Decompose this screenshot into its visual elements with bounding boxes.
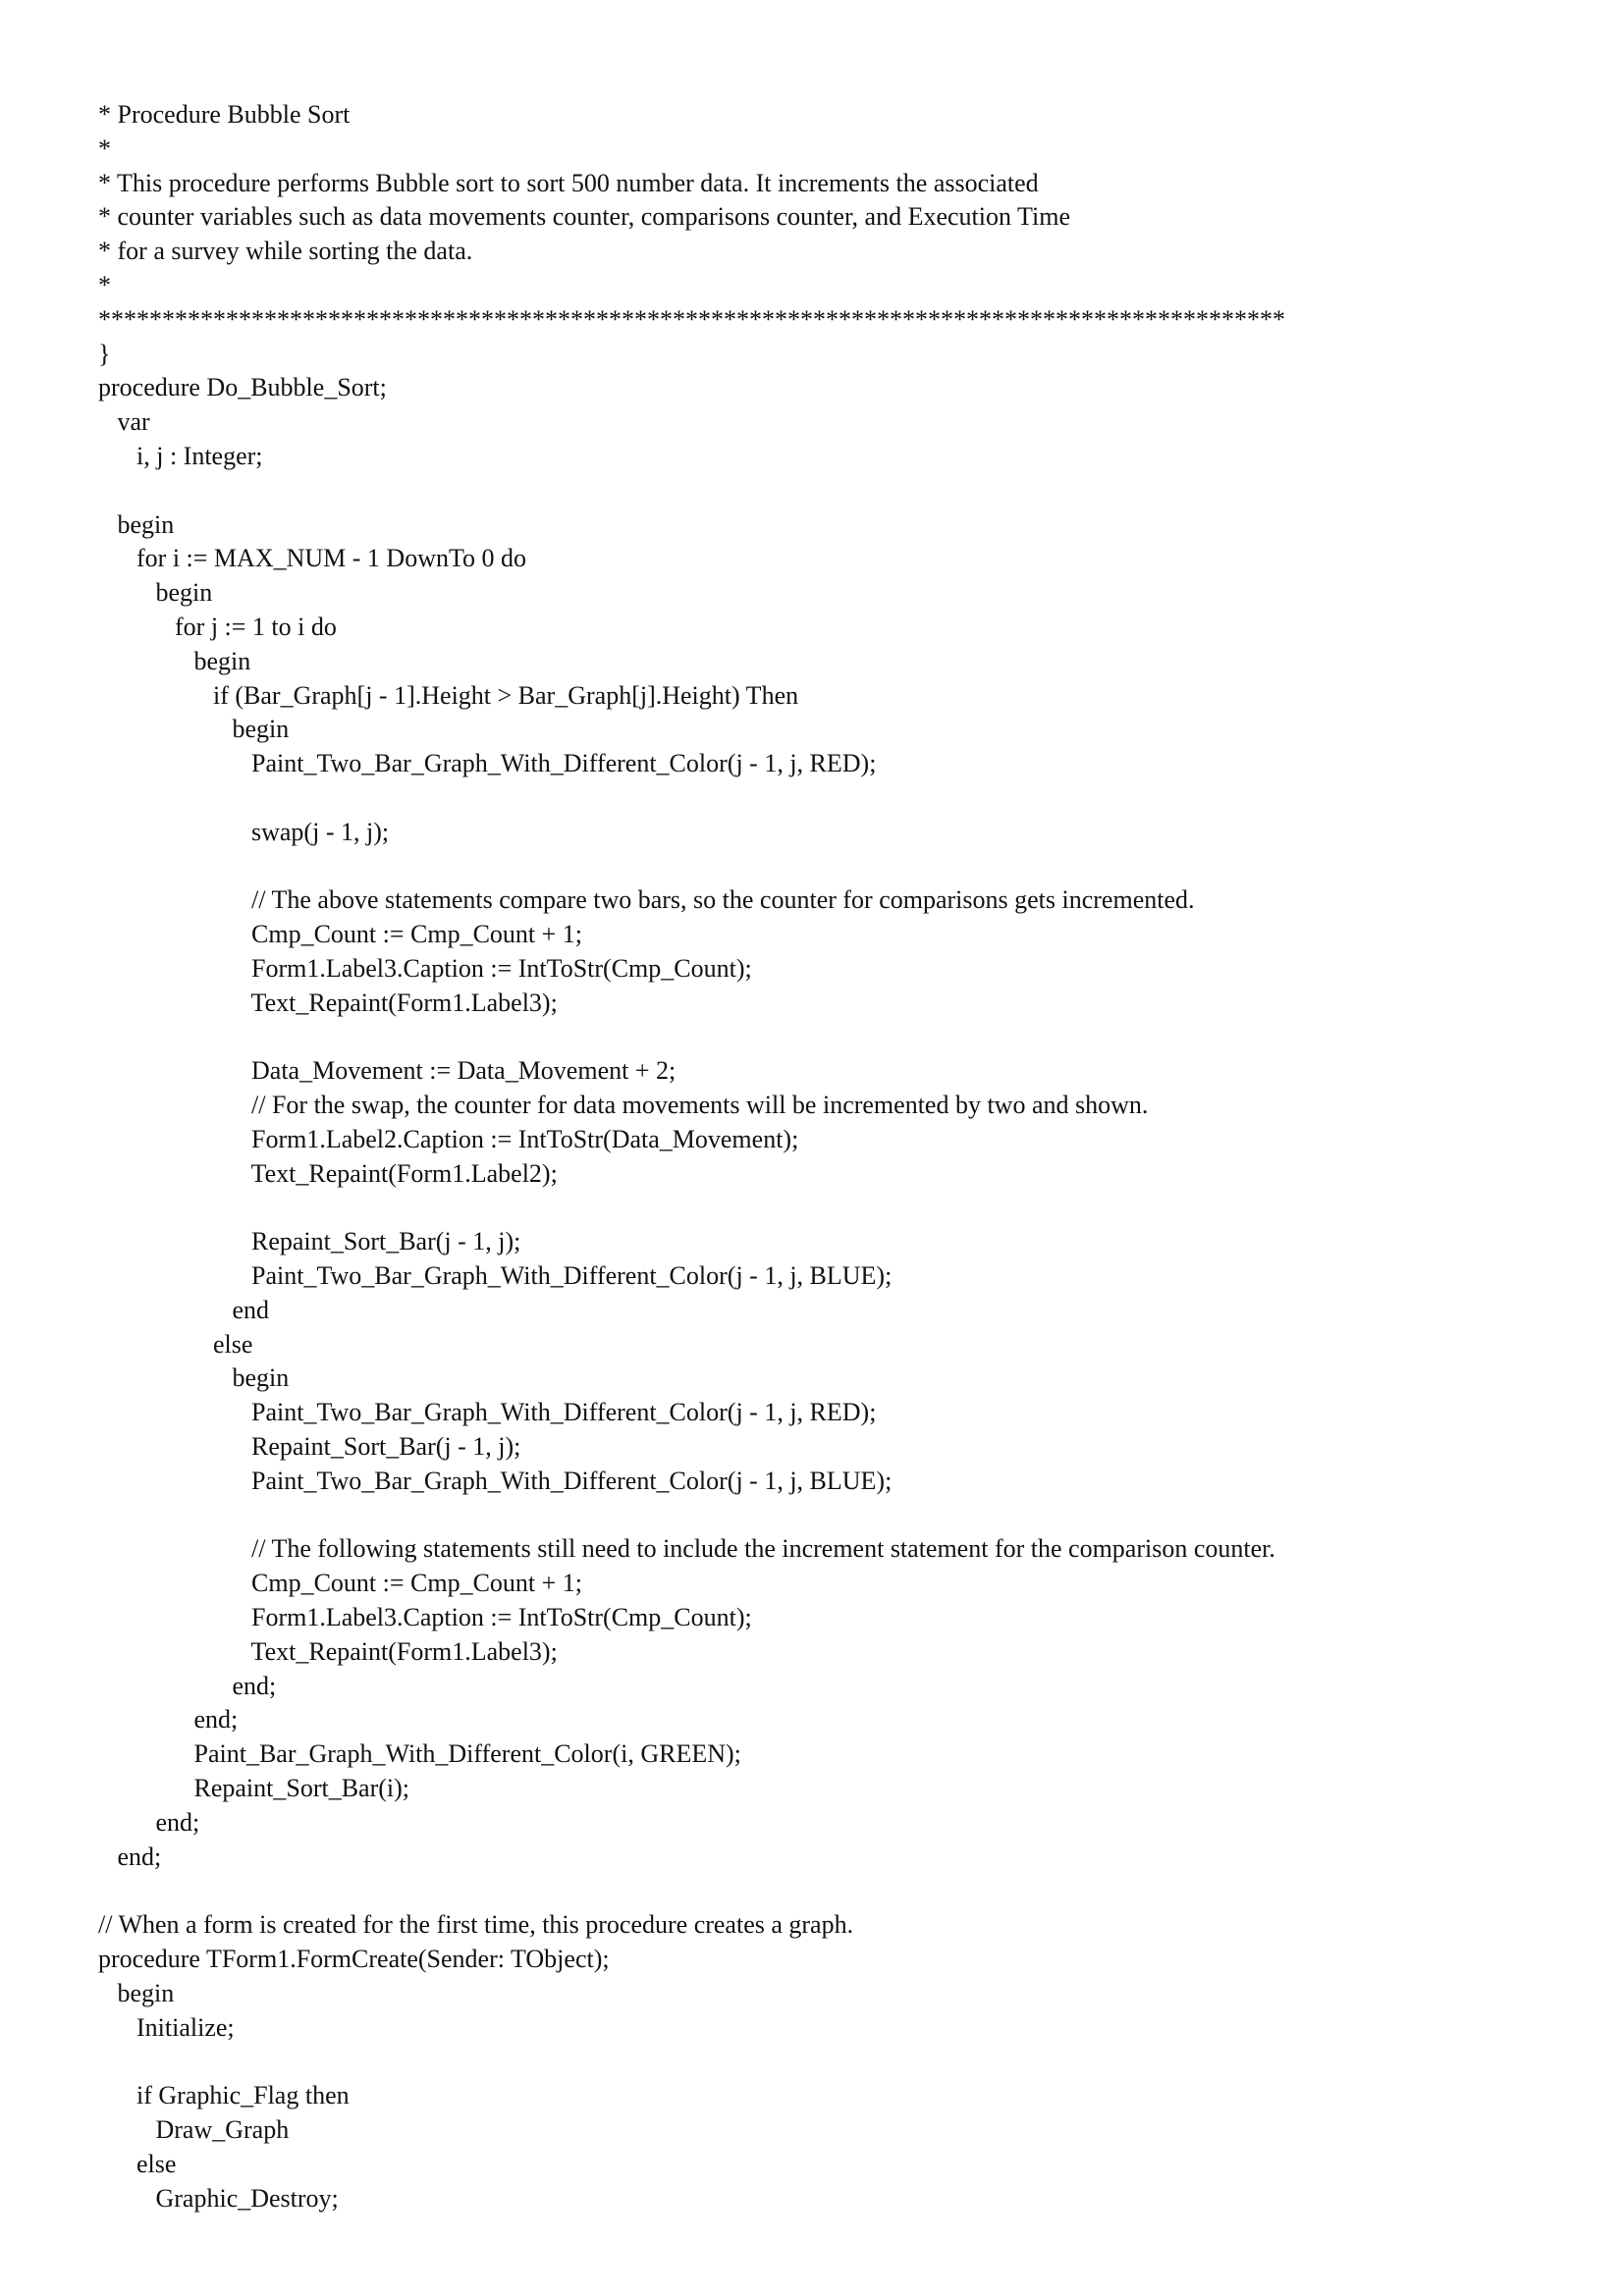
code-line: * <box>98 270 111 299</box>
code-line <box>98 1499 1591 1533</box>
code-line <box>98 474 1591 508</box>
code-line: Repaint_Sort_Bar(j - 1, j); <box>98 1227 521 1256</box>
code-line: Paint_Two_Bar_Graph_With_Different_Color(j - 1, j, RED); <box>98 1398 877 1427</box>
code-line: Text_Repaint(Form1.Label3); <box>98 1636 558 1666</box>
code-line: begin <box>98 715 290 744</box>
code-line: begin <box>98 646 251 675</box>
code-line: begin <box>98 1363 290 1393</box>
code-line: end <box>98 1295 270 1324</box>
code-line: if (Bar_Graph[j - 1].Height > Bar_Graph[j].Height) Then <box>98 680 799 710</box>
code-line: Paint_Two_Bar_Graph_With_Different_Color(j - 1, j, BLUE); <box>98 1261 893 1291</box>
code-line: if Graphic_Flag then <box>98 2081 350 2110</box>
code-listing <box>98 98 1591 2216</box>
code-line: * Procedure Bubble Sort <box>98 100 351 129</box>
code-line: i, j : Integer; <box>98 441 263 470</box>
code-line: // When a form is created for the first time, this procedure creates a graph. <box>98 1910 854 1940</box>
code-line: procedure TForm1.FormCreate(Sender: TObject); <box>98 1945 610 1974</box>
code-line: Form1.Label3.Caption := IntToStr(Cmp_Count); <box>98 953 752 983</box>
code-line: ********************************************************************************************* <box>98 304 1285 334</box>
code-line <box>98 1192 1591 1226</box>
code-line: end; <box>98 1671 277 1700</box>
code-line: begin <box>98 509 175 539</box>
code-line: Form1.Label3.Caption := IntToStr(Cmp_Count); <box>98 1603 752 1632</box>
code-line: Paint_Two_Bar_Graph_With_Different_Color(j - 1, j, BLUE); <box>98 1466 893 1495</box>
code-line: for i := MAX_NUM - 1 DownTo 0 do <box>98 544 527 573</box>
code-line: // For the swap, the counter for data movements will be incremented by two and shown. <box>98 1091 1149 1120</box>
code-line <box>98 2045 1591 2079</box>
code-line: Initialize; <box>98 2012 235 2042</box>
code-line: * counter variables such as data movements counter, comparisons counter, and Execution Time <box>98 202 1070 232</box>
code-line <box>98 1874 1591 1908</box>
code-line: * This procedure performs Bubble sort to sort 500 number data. It increments the associated <box>98 168 1039 197</box>
code-line: for j := 1 to i do <box>98 612 337 641</box>
code-line: Paint_Bar_Graph_With_Different_Color(i, GREEN); <box>98 1739 741 1769</box>
code-line: Draw_Graph <box>98 2115 290 2145</box>
code-line: * for a survey while sorting the data. <box>98 237 473 266</box>
code-line: Paint_Two_Bar_Graph_With_Different_Color(j - 1, j, RED); <box>98 749 877 778</box>
code-line: // The above statements compare two bars, so the counter for comparisons gets incremented. <box>98 885 1195 915</box>
code-line: begin <box>98 1978 175 2007</box>
code-line: procedure Do_Bubble_Sort; <box>98 373 387 402</box>
code-line <box>98 1021 1591 1055</box>
code-line: // The following statements still need to include the increment statement for the comparison counter. <box>98 1534 1275 1564</box>
code-line: } <box>98 339 111 368</box>
code-line <box>98 850 1591 884</box>
code-line: end; <box>98 1705 239 1735</box>
code-line: Cmp_Count := Cmp_Count + 1; <box>98 920 583 949</box>
code-line: Repaint_Sort_Bar(i); <box>98 1774 410 1803</box>
code-line: else <box>98 1329 253 1359</box>
code-line: Repaint_Sort_Bar(j - 1, j); <box>98 1432 521 1462</box>
code-line: Form1.Label2.Caption := IntToStr(Data_Movement); <box>98 1124 799 1153</box>
code-line: Text_Repaint(Form1.Label2); <box>98 1158 558 1188</box>
code-line: else <box>98 2149 177 2178</box>
code-line: end; <box>98 1807 200 1837</box>
code-line: Text_Repaint(Form1.Label3); <box>98 988 558 1017</box>
code-line: Cmp_Count := Cmp_Count + 1; <box>98 1569 583 1598</box>
code-line: begin <box>98 578 213 608</box>
code-line: Graphic_Destroy; <box>98 2183 339 2213</box>
code-line <box>98 781 1591 816</box>
code-line: Data_Movement := Data_Movement + 2; <box>98 1056 677 1086</box>
code-line: var <box>98 407 150 437</box>
code-line: end; <box>98 1842 162 1871</box>
code-line: * <box>98 133 111 163</box>
code-line: swap(j - 1, j); <box>98 817 390 846</box>
